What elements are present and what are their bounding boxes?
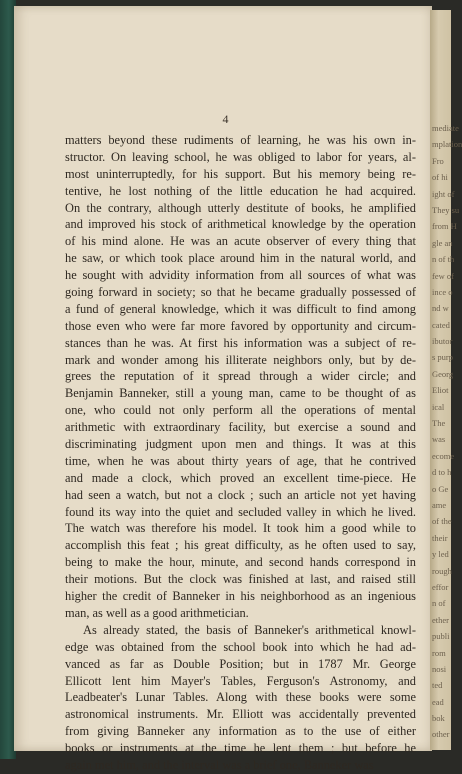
facing-page-fragment: d to h	[432, 467, 452, 478]
facing-page-fragment: other	[432, 729, 450, 740]
facing-page-fragment: publi	[432, 631, 450, 642]
facing-page-fragment: of hi	[432, 172, 448, 183]
facing-page-fragment: nosi	[432, 663, 447, 674]
facing-page-fragment: mplation	[432, 139, 462, 150]
facing-page-fragment: They su	[432, 204, 460, 215]
facing-page-fragment: few of	[432, 270, 454, 281]
text-line: most uninterruptedly, for his support. But his memory being re-	[65, 166, 416, 181]
text-line: man, as well as a good arithmetician.	[65, 605, 249, 620]
facing-page-fragment: cated	[432, 319, 450, 330]
text-line: higher the credit of Banneker in his neighborhood as an ingenious	[65, 589, 416, 604]
page-number: 4	[222, 112, 229, 126]
text-line: from giving Banneker any information as to the use of either	[65, 724, 416, 739]
facing-page-fragment: ted	[432, 680, 443, 691]
text-line: time, when he was about thirty years of age, that he contrived	[65, 453, 416, 468]
text-line: arithmetic with extraordinary facility, but exercise a sound and	[65, 420, 416, 435]
text-line: discriminating judgment upon men and things. It was at this	[65, 437, 416, 452]
text-line: a fund of general knowledge, which it was difficult to find among	[65, 301, 416, 316]
facing-page-fragment: ibutor	[432, 336, 453, 347]
text-line: Leadbeater's Lunar Tables. Along with these books were some	[65, 690, 416, 705]
text-line: one, who could not only perform all the operations of mental	[65, 403, 416, 418]
text-line: again met him, and the interval was a brief one, Banneker was	[65, 757, 374, 772]
facing-page-fragment: ame	[432, 499, 447, 510]
facing-page-fragment: from H	[432, 221, 457, 232]
text-line: edge was obtained from the school book into which he had ad-	[65, 639, 416, 654]
text-line: being to make the hour, minute, and second hands correspond in	[65, 555, 416, 570]
facing-page-text	[432, 120, 462, 743]
body-text	[65, 132, 416, 774]
text-line: accomplish this feat ; his great difficulty, as he often used to say,	[65, 538, 416, 553]
facing-page-fragment: mediate	[432, 123, 459, 133]
facing-page-fragment: their	[432, 532, 448, 543]
facing-page-fragment: rom	[432, 647, 446, 658]
text-line: Benjamin Banneker, still a young man, came to be thought of as	[65, 386, 416, 401]
facing-page-fragment: s purp	[432, 352, 454, 363]
paragraph	[65, 132, 416, 622]
facing-page-fragment: bok	[432, 713, 445, 724]
facing-page-fragment: effor	[432, 581, 449, 592]
facing-page-fragment: was	[432, 434, 446, 445]
text-line: found its way into the quiet and secluded valley in which he lived.	[65, 504, 416, 519]
facing-page-fragment: n of	[432, 598, 446, 609]
text-line: going forward in society; so that he became gradually possessed of	[65, 285, 416, 300]
facing-page-fragment: o Ge	[432, 483, 449, 494]
facing-page-fragment: of the	[432, 516, 452, 527]
facing-page-fragment: ead	[432, 696, 444, 707]
text-line: books or instruments at the time he lent them ; but before he	[65, 741, 416, 756]
text-line: he sought with advidity information from all sources of what was	[65, 268, 416, 283]
facing-page-fragment: Eliot	[432, 385, 449, 396]
text-line: grees the reputation of it spread through a wider circle; and	[65, 369, 416, 384]
facing-page-fragment: rough	[432, 565, 452, 576]
text-line: astronomical instruments. Mr. Elliott was accidentally prevented	[65, 707, 416, 722]
facing-page-fragment: The	[432, 418, 446, 429]
facing-page-fragment: ical	[432, 401, 445, 412]
text-line: The watch was therefore his model. It took him a good while to	[65, 521, 416, 536]
text-line: their motions. But the clock was finished at last, and raised still	[65, 572, 416, 587]
text-line: On the contrary, although utterly destitute of books, he amplified	[65, 200, 416, 215]
text-line: had seen a watch, but not a clock ; such an article not yet having	[65, 487, 416, 502]
facing-page-fragment: ether	[432, 614, 449, 625]
text-line: and improved his stock of arithmetical knowledge by the operation	[65, 217, 416, 232]
text-line: Ellicott lent him Mayer's Tables, Ferguson's Astronomy, and	[65, 673, 416, 688]
text-line: mark and wonder among his illiterate neighbors only, but by de-	[65, 352, 416, 367]
paragraph	[65, 622, 416, 774]
facing-page-fragment: y led	[432, 549, 449, 560]
text-line: of his mind alone. He was an acute observer of every thing that	[65, 234, 416, 249]
text-line: matters beyond these rudiments of learning, he was his own in-	[65, 133, 416, 147]
text-line: and made a clock, which proved an excellent time-piece. He	[65, 470, 416, 485]
facing-page-fragment: ince o	[432, 286, 453, 297]
text-line: those even who were far more favored by opportunity and circum-	[65, 318, 416, 333]
facing-page-fragment: Fro	[432, 155, 444, 166]
text-line: As already stated, the basis of Banneker's arithmetical knowl-	[83, 622, 416, 637]
text-line: stances than he was. At first his information was a subject of re-	[65, 335, 416, 350]
facing-page-fragment: Georg	[432, 368, 454, 379]
text-line: he saw, or which took place around him in the natural world, and	[65, 251, 416, 266]
facing-page-fragment: ight of	[432, 188, 455, 199]
facing-page-fragment: gle an	[432, 237, 453, 248]
facing-page-fragment: nd w	[432, 303, 449, 314]
text-line: tentive, he lost nothing of the little education he had acquired.	[65, 183, 416, 198]
facing-page-fragment: n of th	[432, 254, 455, 265]
facing-page-fragment: ecome	[432, 450, 455, 461]
text-line: vanced as far as Double Position; but in 1787 Mr. George	[65, 656, 416, 671]
text-line: structor. On leaving school, he was obliged to labor for years, al-	[65, 149, 416, 164]
